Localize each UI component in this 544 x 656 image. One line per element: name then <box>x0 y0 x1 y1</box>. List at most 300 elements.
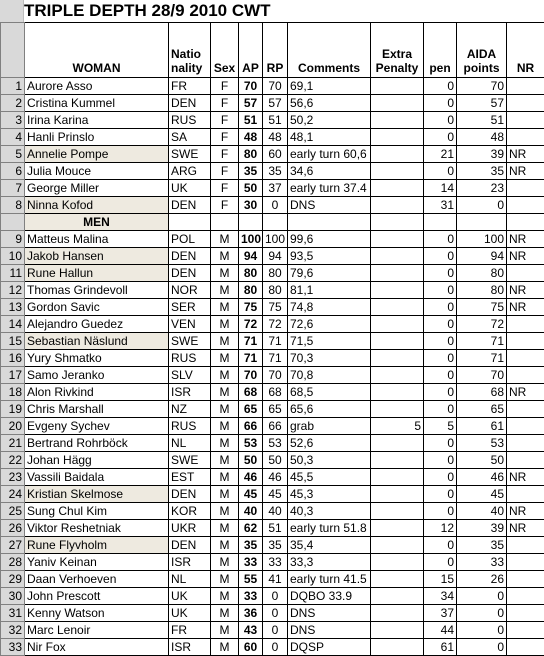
cell-nationality[interactable]: EST <box>169 469 211 486</box>
cell-pen[interactable]: 0 <box>424 163 457 180</box>
cell-nr[interactable]: NR <box>507 520 544 537</box>
cell-aida-points[interactable]: 94 <box>457 248 507 265</box>
cell-comments[interactable]: 50,2 <box>288 112 371 129</box>
row-number[interactable]: 22 <box>1 452 25 469</box>
cell-ap[interactable]: 35 <box>239 163 263 180</box>
cell-comments[interactable]: DQSP <box>288 639 371 656</box>
cell-nr[interactable]: NR <box>507 469 544 486</box>
empty-cell[interactable] <box>457 214 507 231</box>
cell-sex[interactable]: F <box>211 129 239 146</box>
cell-comments[interactable]: 45,3 <box>288 486 371 503</box>
cell-comments[interactable]: 72,6 <box>288 316 371 333</box>
row-number[interactable]: 30 <box>1 588 25 605</box>
cell-sex[interactable]: F <box>211 112 239 129</box>
cell-pen[interactable]: 0 <box>424 248 457 265</box>
cell-pen[interactable]: 0 <box>424 316 457 333</box>
row-number[interactable]: 25 <box>1 503 25 520</box>
cell-comments[interactable]: early turn 51.8 <box>288 520 371 537</box>
cell-name[interactable]: Kenny Watson <box>25 605 169 622</box>
cell-pen[interactable]: 0 <box>424 503 457 520</box>
cell-comments[interactable]: early turn 41.5 <box>288 571 371 588</box>
row-number[interactable]: 7 <box>1 180 25 197</box>
cell-name[interactable]: Thomas Grindevoll <box>25 282 169 299</box>
cell-extra-penalty[interactable] <box>371 503 424 520</box>
cell-name[interactable]: Nir Fox <box>25 639 169 656</box>
cell-nationality[interactable]: DEN <box>169 486 211 503</box>
cell-nr[interactable] <box>507 605 544 622</box>
cell-ap[interactable]: 48 <box>239 129 263 146</box>
cell-aida-points[interactable]: 39 <box>457 146 507 163</box>
cell-rp[interactable]: 40 <box>263 503 288 520</box>
cell-nationality[interactable]: RUS <box>169 350 211 367</box>
cell-sex[interactable]: F <box>211 95 239 112</box>
row-number[interactable]: 4 <box>1 129 25 146</box>
cell-nr[interactable] <box>507 95 544 112</box>
cell-ap[interactable]: 50 <box>239 180 263 197</box>
cell-nr[interactable] <box>507 622 544 639</box>
cell-nr[interactable]: NR <box>507 231 544 248</box>
cell-ap[interactable]: 65 <box>239 401 263 418</box>
cell-rp[interactable]: 72 <box>263 316 288 333</box>
cell-name[interactable]: Marc Lenoir <box>25 622 169 639</box>
cell-aida-points[interactable]: 48 <box>457 129 507 146</box>
cell-rp[interactable]: 0 <box>263 605 288 622</box>
row-number[interactable]: 5 <box>1 146 25 163</box>
cell-aida-points[interactable]: 61 <box>457 418 507 435</box>
cell-nr[interactable] <box>507 265 544 282</box>
cell-aida-points[interactable]: 40 <box>457 503 507 520</box>
row-number[interactable]: 1 <box>1 78 25 95</box>
cell-extra-penalty[interactable] <box>371 486 424 503</box>
cell-nationality[interactable]: RUS <box>169 112 211 129</box>
cell-name[interactable]: Jakob Hansen <box>25 248 169 265</box>
row-number[interactable]: 6 <box>1 163 25 180</box>
cell-ap[interactable]: 80 <box>239 146 263 163</box>
row-number[interactable]: 28 <box>1 554 25 571</box>
empty-cell[interactable] <box>263 214 288 231</box>
cell-ap[interactable]: 50 <box>239 452 263 469</box>
cell-ap[interactable]: 72 <box>239 316 263 333</box>
cell-aida-points[interactable]: 53 <box>457 435 507 452</box>
cell-name[interactable]: Rune Flyvholm <box>25 537 169 554</box>
cell-sex[interactable]: M <box>211 452 239 469</box>
cell-pen[interactable]: 0 <box>424 554 457 571</box>
row-number[interactable]: 9 <box>1 231 25 248</box>
cell-ap[interactable]: 40 <box>239 503 263 520</box>
cell-ap[interactable]: 45 <box>239 486 263 503</box>
cell-comments[interactable]: DNS <box>288 622 371 639</box>
cell-nationality[interactable]: SWE <box>169 146 211 163</box>
cell-aida-points[interactable]: 0 <box>457 622 507 639</box>
cell-nr[interactable] <box>507 639 544 656</box>
cell-pen[interactable]: 5 <box>424 418 457 435</box>
cell-sex[interactable]: M <box>211 248 239 265</box>
row-number[interactable]: 24 <box>1 486 25 503</box>
cell-name[interactable]: Aurore Asso <box>25 78 169 95</box>
cell-nationality[interactable]: SWE <box>169 333 211 350</box>
cell-ap[interactable]: 66 <box>239 418 263 435</box>
row-number[interactable]: 19 <box>1 401 25 418</box>
cell-pen[interactable]: 44 <box>424 622 457 639</box>
cell-nr[interactable] <box>507 78 544 95</box>
cell-extra-penalty[interactable] <box>371 554 424 571</box>
cell-nr[interactable] <box>507 588 544 605</box>
cell-nr[interactable] <box>507 537 544 554</box>
cell-comments[interactable]: DNS <box>288 605 371 622</box>
empty-cell[interactable] <box>239 214 263 231</box>
cell-nr[interactable] <box>507 486 544 503</box>
cell-comments[interactable]: 34,6 <box>288 163 371 180</box>
cell-extra-penalty[interactable] <box>371 129 424 146</box>
cell-name[interactable]: Bertrand Rohrböck <box>25 435 169 452</box>
cell-aida-points[interactable]: 75 <box>457 299 507 316</box>
cell-ap[interactable]: 70 <box>239 78 263 95</box>
cell-nationality[interactable]: POL <box>169 231 211 248</box>
cell-pen[interactable]: 0 <box>424 537 457 554</box>
cell-nationality[interactable]: RUS <box>169 418 211 435</box>
cell-sex[interactable]: M <box>211 384 239 401</box>
cell-pen[interactable]: 0 <box>424 78 457 95</box>
cell-pen[interactable]: 34 <box>424 588 457 605</box>
cell-nr[interactable] <box>507 554 544 571</box>
cell-ap[interactable]: 46 <box>239 469 263 486</box>
cell-ap[interactable]: 94 <box>239 248 263 265</box>
cell-sex[interactable]: M <box>211 316 239 333</box>
row-number[interactable]: 10 <box>1 248 25 265</box>
cell-extra-penalty[interactable] <box>371 401 424 418</box>
empty-cell[interactable] <box>288 214 371 231</box>
empty-cell[interactable] <box>169 214 211 231</box>
cell-rp[interactable]: 75 <box>263 299 288 316</box>
cell-ap[interactable]: 70 <box>239 367 263 384</box>
cell-extra-penalty[interactable] <box>371 435 424 452</box>
cell-aida-points[interactable]: 65 <box>457 401 507 418</box>
cell-comments[interactable]: 79,6 <box>288 265 371 282</box>
cell-aida-points[interactable]: 72 <box>457 316 507 333</box>
cell-rp[interactable]: 53 <box>263 435 288 452</box>
cell-rp[interactable]: 57 <box>263 95 288 112</box>
cell-nationality[interactable]: FR <box>169 622 211 639</box>
cell-nr[interactable]: NR <box>507 503 544 520</box>
cell-pen[interactable]: 0 <box>424 435 457 452</box>
cell-rp[interactable]: 70 <box>263 78 288 95</box>
cell-sex[interactable]: M <box>211 231 239 248</box>
row-number[interactable]: 21 <box>1 435 25 452</box>
cell-rp[interactable]: 33 <box>263 554 288 571</box>
cell-pen[interactable]: 0 <box>424 401 457 418</box>
cell-name[interactable]: Yaniv Keinan <box>25 554 169 571</box>
cell-name[interactable]: Cristina Kummel <box>25 95 169 112</box>
cell-pen[interactable]: 0 <box>424 231 457 248</box>
cell-ap[interactable]: 35 <box>239 537 263 554</box>
cell-name[interactable]: Samo Jeranko <box>25 367 169 384</box>
cell-sex[interactable]: M <box>211 435 239 452</box>
cell-sex[interactable]: M <box>211 265 239 282</box>
cell-nr[interactable]: NR <box>507 384 544 401</box>
cell-sex[interactable]: M <box>211 554 239 571</box>
cell-ap[interactable]: 80 <box>239 265 263 282</box>
cell-rp[interactable]: 66 <box>263 418 288 435</box>
cell-sex[interactable]: F <box>211 146 239 163</box>
cell-aida-points[interactable]: 80 <box>457 282 507 299</box>
cell-extra-penalty[interactable] <box>371 588 424 605</box>
cell-nationality[interactable]: SER <box>169 299 211 316</box>
cell-name[interactable]: Ninna Kofod <box>25 197 169 214</box>
cell-pen[interactable]: 0 <box>424 299 457 316</box>
row-number[interactable]: 8 <box>1 197 25 214</box>
cell-aida-points[interactable]: 71 <box>457 333 507 350</box>
cell-nationality[interactable]: NOR <box>169 282 211 299</box>
cell-sex[interactable]: M <box>211 299 239 316</box>
cell-sex[interactable]: M <box>211 588 239 605</box>
cell-rp[interactable]: 65 <box>263 401 288 418</box>
row-number[interactable]: 11 <box>1 265 25 282</box>
cell-aida-points[interactable]: 0 <box>457 639 507 656</box>
cell-ap[interactable]: 33 <box>239 588 263 605</box>
cell-extra-penalty[interactable] <box>371 639 424 656</box>
cell-nr[interactable] <box>507 350 544 367</box>
cell-name[interactable]: John Prescott <box>25 588 169 605</box>
cell-pen[interactable]: 61 <box>424 639 457 656</box>
cell-extra-penalty[interactable] <box>371 469 424 486</box>
cell-aida-points[interactable]: 68 <box>457 384 507 401</box>
cell-rp[interactable]: 37 <box>263 180 288 197</box>
cell-nationality[interactable]: DEN <box>169 537 211 554</box>
row-number[interactable]: 15 <box>1 333 25 350</box>
cell-rp[interactable]: 0 <box>263 197 288 214</box>
cell-aida-points[interactable]: 33 <box>457 554 507 571</box>
cell-sex[interactable]: M <box>211 333 239 350</box>
cell-sex[interactable]: F <box>211 163 239 180</box>
cell-nationality[interactable]: DEN <box>169 95 211 112</box>
cell-rp[interactable]: 45 <box>263 486 288 503</box>
cell-nationality[interactable]: UK <box>169 605 211 622</box>
cell-nationality[interactable]: SA <box>169 129 211 146</box>
cell-ap[interactable]: 71 <box>239 350 263 367</box>
cell-sex[interactable]: M <box>211 571 239 588</box>
cell-nationality[interactable]: SLV <box>169 367 211 384</box>
cell-extra-penalty[interactable] <box>371 248 424 265</box>
cell-ap[interactable]: 60 <box>239 639 263 656</box>
cell-pen[interactable]: 15 <box>424 571 457 588</box>
cell-aida-points[interactable]: 23 <box>457 180 507 197</box>
cell-rp[interactable]: 0 <box>263 588 288 605</box>
cell-extra-penalty[interactable] <box>371 231 424 248</box>
cell-extra-penalty[interactable] <box>371 333 424 350</box>
empty-cell[interactable] <box>507 214 544 231</box>
cell-comments[interactable]: 69,1 <box>288 78 371 95</box>
cell-extra-penalty[interactable] <box>371 350 424 367</box>
cell-comments[interactable]: 52,6 <box>288 435 371 452</box>
cell-comments[interactable]: 33,3 <box>288 554 371 571</box>
cell-nr[interactable]: NR <box>507 163 544 180</box>
cell-sex[interactable]: M <box>211 605 239 622</box>
cell-pen[interactable]: 0 <box>424 129 457 146</box>
cell-aida-points[interactable]: 0 <box>457 588 507 605</box>
cell-extra-penalty[interactable] <box>371 112 424 129</box>
cell-comments[interactable]: 70,3 <box>288 350 371 367</box>
cell-aida-points[interactable]: 51 <box>457 112 507 129</box>
cell-comments[interactable]: 48,1 <box>288 129 371 146</box>
cell-extra-penalty[interactable] <box>371 299 424 316</box>
cell-name[interactable]: Gordon Savic <box>25 299 169 316</box>
cell-comments[interactable]: early turn 37.4 <box>288 180 371 197</box>
cell-extra-penalty[interactable] <box>371 622 424 639</box>
cell-ap[interactable]: 30 <box>239 197 263 214</box>
cell-nationality[interactable]: NZ <box>169 401 211 418</box>
cell-name[interactable]: Yury Shmatko <box>25 350 169 367</box>
cell-nationality[interactable]: VEN <box>169 316 211 333</box>
cell-nr[interactable] <box>507 112 544 129</box>
cell-nr[interactable] <box>507 452 544 469</box>
cell-sex[interactable]: M <box>211 486 239 503</box>
cell-name[interactable]: Hanli Prinslo <box>25 129 169 146</box>
cell-nr[interactable] <box>507 401 544 418</box>
row-number[interactable]: 14 <box>1 316 25 333</box>
cell-aida-points[interactable]: 70 <box>457 367 507 384</box>
cell-pen[interactable]: 21 <box>424 146 457 163</box>
cell-ap[interactable]: 53 <box>239 435 263 452</box>
cell-ap[interactable]: 43 <box>239 622 263 639</box>
cell-aida-points[interactable]: 26 <box>457 571 507 588</box>
cell-sex[interactable]: M <box>211 401 239 418</box>
cell-name[interactable]: Sung Chul Kim <box>25 503 169 520</box>
row-header-corner[interactable] <box>0 0 24 22</box>
cell-nationality[interactable]: UKR <box>169 520 211 537</box>
cell-extra-penalty[interactable] <box>371 95 424 112</box>
cell-extra-penalty[interactable] <box>371 146 424 163</box>
cell-nationality[interactable]: FR <box>169 78 211 95</box>
cell-extra-penalty[interactable] <box>371 384 424 401</box>
cell-extra-penalty[interactable] <box>371 180 424 197</box>
row-number[interactable]: 29 <box>1 571 25 588</box>
cell-nationality[interactable]: SWE <box>169 452 211 469</box>
cell-nr[interactable] <box>507 197 544 214</box>
cell-nationality[interactable]: ARG <box>169 163 211 180</box>
cell-rp[interactable]: 94 <box>263 248 288 265</box>
cell-nr[interactable] <box>507 571 544 588</box>
row-number[interactable]: 16 <box>1 350 25 367</box>
cell-ap[interactable]: 55 <box>239 571 263 588</box>
cell-name[interactable]: Sebastian Näslund <box>25 333 169 350</box>
cell-pen[interactable]: 0 <box>424 452 457 469</box>
cell-comments[interactable]: 40,3 <box>288 503 371 520</box>
cell-comments[interactable]: 70,8 <box>288 367 371 384</box>
cell-aida-points[interactable]: 35 <box>457 163 507 180</box>
cell-rp[interactable]: 41 <box>263 571 288 588</box>
row-number[interactable]: 31 <box>1 605 25 622</box>
cell-name[interactable]: George Miller <box>25 180 169 197</box>
cell-sex[interactable]: F <box>211 197 239 214</box>
row-number[interactable]: 23 <box>1 469 25 486</box>
cell-pen[interactable]: 0 <box>424 282 457 299</box>
cell-aida-points[interactable]: 80 <box>457 265 507 282</box>
cell-ap[interactable]: 57 <box>239 95 263 112</box>
row-number[interactable]: 2 <box>1 95 25 112</box>
cell-sex[interactable]: M <box>211 282 239 299</box>
cell-aida-points[interactable]: 35 <box>457 537 507 554</box>
cell-extra-penalty[interactable] <box>371 163 424 180</box>
cell-name[interactable]: Vassili Baidala <box>25 469 169 486</box>
cell-sex[interactable]: M <box>211 503 239 520</box>
cell-rp[interactable]: 71 <box>263 333 288 350</box>
cell-rp[interactable]: 48 <box>263 129 288 146</box>
cell-nr[interactable]: NR <box>507 146 544 163</box>
cell-extra-penalty[interactable] <box>371 605 424 622</box>
cell-name[interactable]: Kristian Skelmose <box>25 486 169 503</box>
cell-pen[interactable]: 0 <box>424 384 457 401</box>
cell-nr[interactable] <box>507 435 544 452</box>
cell-comments[interactable]: 74,8 <box>288 299 371 316</box>
cell-sex[interactable]: M <box>211 622 239 639</box>
cell-sex[interactable]: M <box>211 639 239 656</box>
cell-sex[interactable]: M <box>211 367 239 384</box>
cell-comments[interactable]: early turn 60,6 <box>288 146 371 163</box>
cell-pen[interactable]: 0 <box>424 265 457 282</box>
cell-rp[interactable]: 35 <box>263 163 288 180</box>
cell-sex[interactable]: F <box>211 78 239 95</box>
cell-pen[interactable]: 0 <box>424 367 457 384</box>
cell-nationality[interactable]: DEN <box>169 265 211 282</box>
cell-name[interactable]: Evgeny Sychev <box>25 418 169 435</box>
cell-rp[interactable]: 35 <box>263 537 288 554</box>
cell-ap[interactable]: 51 <box>239 112 263 129</box>
cell-nr[interactable]: NR <box>507 299 544 316</box>
cell-sex[interactable]: M <box>211 418 239 435</box>
cell-sex[interactable]: M <box>211 350 239 367</box>
cell-ap[interactable]: 68 <box>239 384 263 401</box>
cell-name[interactable]: Annelie Pompe <box>25 146 169 163</box>
empty-cell[interactable] <box>424 214 457 231</box>
cell-rp[interactable]: 46 <box>263 469 288 486</box>
cell-pen[interactable]: 0 <box>424 112 457 129</box>
cell-rp[interactable]: 71 <box>263 350 288 367</box>
row-number[interactable]: 18 <box>1 384 25 401</box>
row-number[interactable]: 12 <box>1 282 25 299</box>
cell-name[interactable]: Alon Rivkind <box>25 384 169 401</box>
row-number[interactable]: 17 <box>1 367 25 384</box>
cell-ap[interactable]: 33 <box>239 554 263 571</box>
cell-rp[interactable]: 0 <box>263 639 288 656</box>
cell-nr[interactable]: NR <box>507 282 544 299</box>
cell-extra-penalty[interactable] <box>371 571 424 588</box>
cell-extra-penalty[interactable] <box>371 197 424 214</box>
cell-rp[interactable]: 50 <box>263 452 288 469</box>
cell-name[interactable]: Johan Hägg <box>25 452 169 469</box>
cell-sex[interactable]: F <box>211 180 239 197</box>
row-number[interactable]: 13 <box>1 299 25 316</box>
cell-pen[interactable]: 37 <box>424 605 457 622</box>
cell-comments[interactable]: 71,5 <box>288 333 371 350</box>
cell-aida-points[interactable]: 0 <box>457 197 507 214</box>
cell-comments[interactable]: DNS <box>288 197 371 214</box>
cell-pen[interactable]: 12 <box>424 520 457 537</box>
cell-ap[interactable]: 75 <box>239 299 263 316</box>
cell-comments[interactable]: 50,3 <box>288 452 371 469</box>
cell-aida-points[interactable]: 45 <box>457 486 507 503</box>
cell-name[interactable]: Rune Hallun <box>25 265 169 282</box>
cell-aida-points[interactable]: 100 <box>457 231 507 248</box>
cell-aida-points[interactable]: 0 <box>457 605 507 622</box>
cell-nr[interactable] <box>507 418 544 435</box>
cell-nr[interactable] <box>507 180 544 197</box>
cell-nr[interactable] <box>507 333 544 350</box>
cell-nr[interactable] <box>507 316 544 333</box>
cell-rp[interactable]: 80 <box>263 265 288 282</box>
cell-sex[interactable]: M <box>211 469 239 486</box>
cell-name[interactable]: Matteus Malina <box>25 231 169 248</box>
cell-name[interactable]: Alejandro Guedez <box>25 316 169 333</box>
